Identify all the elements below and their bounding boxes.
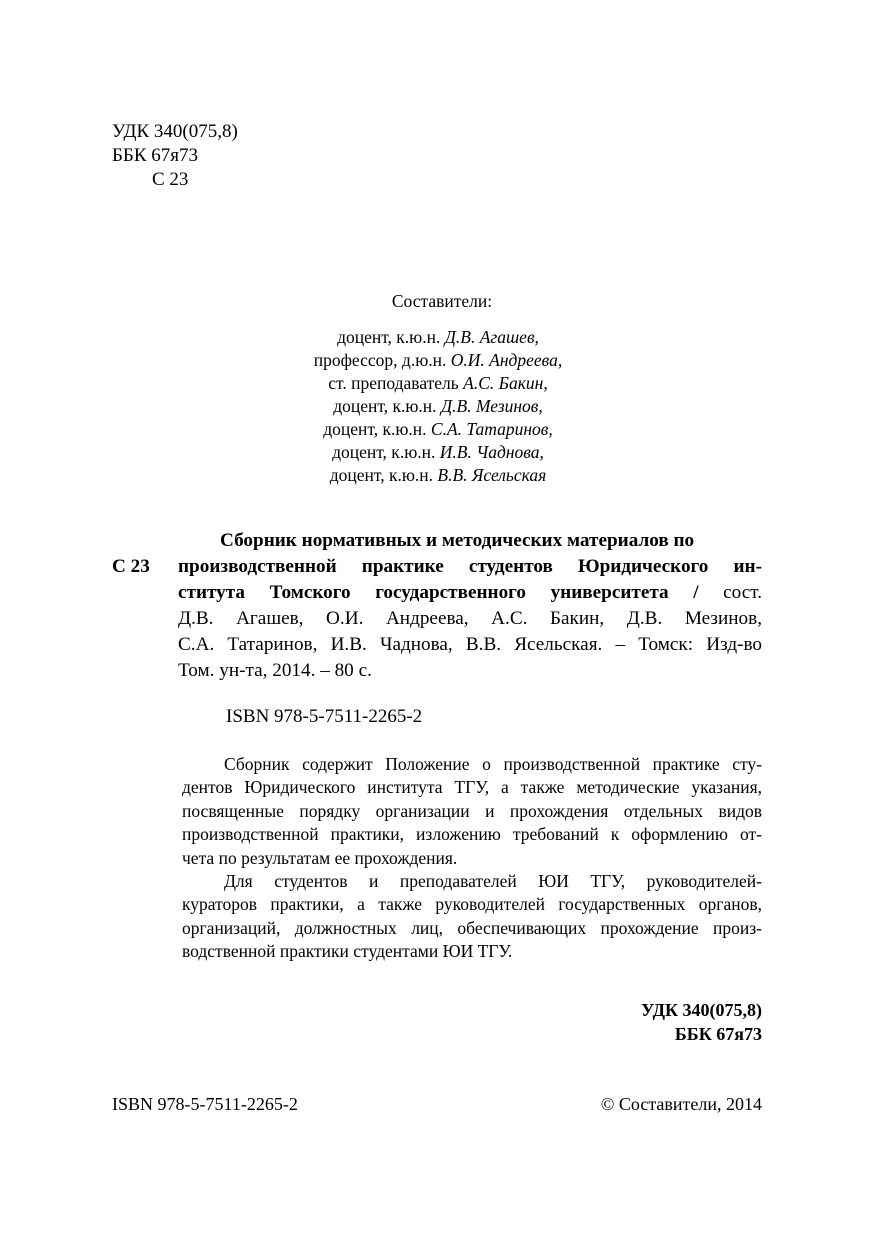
udk-code: УДК 340(075,8) — [112, 121, 238, 142]
compiler-role: доцент, к.ю.н. — [337, 327, 441, 347]
compiler-role: профессор, д.ю.н. — [313, 350, 447, 370]
compiler-name: И.В. Чаднова, — [439, 442, 544, 462]
compiler-role: доцент, к.ю.н. — [332, 442, 436, 462]
annotation-line: организаций, должностных лиц, обеспечивающих прохождение произ- — [182, 917, 762, 938]
classification-codes — [112, 120, 238, 192]
entry-title-line-3 — [178, 580, 762, 606]
compiler-row — [2, 395, 874, 418]
footer-copyright: © Составители, 2014 — [600, 1094, 762, 1114]
annotation-line: водственной практики студентами ЮИ ТГУ. — [182, 941, 513, 962]
compiler-role: доцент, к.ю.н. — [333, 396, 437, 416]
compiler-name: О.И. Андреева, — [450, 350, 563, 370]
annotation — [182, 753, 762, 964]
compiler-role: доцент, к.ю.н. — [329, 465, 434, 485]
compiler-role: доцент, к.ю.н. — [323, 419, 427, 439]
compilers-heading: Составители: — [391, 291, 493, 311]
entry-title-line: производственной практике студентов Юридического ин- — [178, 556, 762, 577]
bbk-code-bottom: ББК 67я73 — [674, 1024, 762, 1044]
annotation-line: кураторов практики, а также руководителей государственных органов, — [182, 894, 762, 915]
bbk-code: ББК 67я73 — [112, 145, 198, 166]
entry-authors-line: Д.В. Агашев, О.И. Андреева, А.С. Бакин, Д.В. Мезинов, — [178, 608, 762, 629]
compiler-row — [2, 349, 874, 372]
annotation-line: чета по результатам ее прохождения. — [182, 847, 458, 868]
bibliographic-entry — [178, 528, 762, 684]
entry-title-line: Сборник нормативных и методических материалов по — [220, 530, 695, 551]
annotation-line: дентов Юридического института ТГУ, а также методические указания, — [182, 777, 762, 798]
entry-author-mark: С 23 — [112, 556, 150, 577]
compiler-name: А.С. Бакин, — [463, 373, 548, 393]
compiler-name: С.А. Татаринов, — [430, 419, 553, 439]
entry-publisher-line: Том. ун-та, 2014. – 80 с. — [178, 660, 372, 681]
bottom-classification-codes — [641, 998, 762, 1046]
compiler-row — [2, 418, 874, 441]
compiler-name: Д.В. Мезинов, — [440, 396, 543, 416]
annotation-line: Сборник содержит Положение о производственной практике сту- — [224, 754, 762, 774]
compilers-block — [0, 290, 874, 487]
compiler-row — [2, 326, 874, 349]
author-mark: С 23 — [152, 169, 189, 190]
entry-compiled-by: сост. — [723, 582, 762, 603]
annotation-line: Для студентов и преподавателей ЮИ ТГУ, руководителей- — [224, 871, 762, 892]
compiler-row — [2, 372, 874, 395]
compiler-role: ст. преподаватель — [328, 373, 459, 393]
udk-code-bottom: УДК 340(075,8) — [641, 1000, 762, 1020]
annotation-line: производственной практики, изложению требований к оформлению от- — [182, 824, 762, 845]
compiler-name: В.В. Ясельская — [437, 465, 547, 485]
compiler-row — [2, 464, 874, 487]
footer-isbn: ISBN 978-5-7511-2265-2 — [112, 1094, 298, 1114]
entry-isbn: ISBN 978-5-7511-2265-2 — [226, 706, 423, 727]
entry-title-end: ститута Томского государственного университета / — [178, 582, 699, 603]
compilers-list — [0, 326, 874, 487]
compiler-row — [2, 441, 874, 464]
entry-authors-line: С.А. Татаринов, И.В. Чаднова, В.В. Ясельская. – Томск: Изд-во — [178, 634, 762, 655]
annotation-line: посвященные порядку организации и прохождения отдельных видов — [182, 800, 762, 821]
compiler-name: Д.В. Агашев, — [444, 327, 539, 347]
